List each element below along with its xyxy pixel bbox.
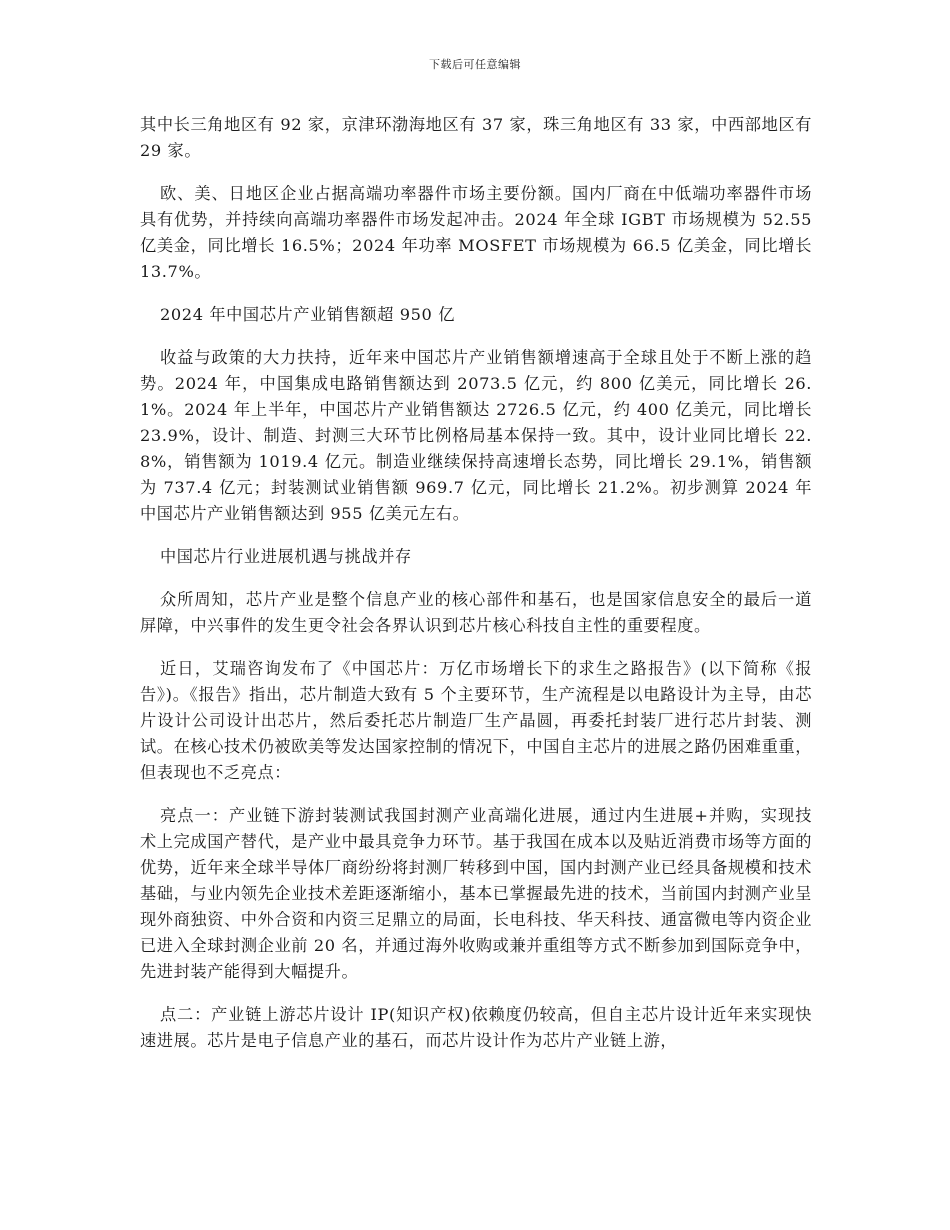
paragraph-regional-distribution: 其中长三角地区有 92 家，京津环渤海地区有 37 家，珠三角地区有 33 家，中西部地区有 29 家。 [140, 115, 812, 160]
paragraph-highlight-one: 亮点一：产业链下游封装测试我国封测产业高端化进展，通过内生进展+并购，实现技术上完成国产替代，是产业中最具竞争力环节。基于我国在成本以及贴近消费市场等方面的优势，近年来全球半导体厂商纷纷将封测厂转移到中国，国内封测产业已经具备规模和技术基础，与业内领先企业技术差距逐渐缩小，基本已掌握最先进的技术，当前国内封测产业呈现外商独资、中外合资和内资三足鼎立的局面，长电科技、华天科技、通富微电等内资企业已进入全球封测企业前 20 名，并通过海外收购或兼并重组等方式不断参加到国际竞争中，先进封装产能得到大幅提升。 [140, 806, 812, 981]
page-header: 下载后可任意编辑 [429, 58, 521, 71]
paragraph-power-devices: 欧、美、日地区企业占据高端功率器件市场主要份额。国内厂商在中低端功率器件市场具有优势，并持续向高端功率器件市场发起冲击。2024 年全球 IGBT 市场规模为 52.55 亿美金，同比增长 16.5%；2024 年功率 MOSFET 市场规模为 66.5 亿美金，同比增长 13.7%。 [140, 184, 812, 281]
paragraph-sales-growth: 收益与政策的大力扶持，近年来中国芯片产业销售额增速高于全球且处于不断上涨的趋势。2024 年，中国集成电路销售额达到 2073.5 亿元，约 800 亿美元，同比增长 26.1%。2024 年上半年，中国芯片产业销售额达 2726.5 亿元，约 400 亿美元，同比增长 23.9%，设计、制造、封测三大环节比例格局基本保持一致。其中，设计业同比增长 22.8%，销售额为 1019.4 亿元。制造业继续保持高速增长态势，同比增长 29.1%，销售额为 737.4 亿元；封装测试业销售额 969.7 亿元，同比增长 21.2%。初步测算 2024 年中国芯片产业销售额达到 955 亿美元左右。 [140, 348, 812, 523]
section-heading-sales: 2024 年中国芯片产业销售额超 950 亿 [160, 305, 455, 324]
section-heading-opportunities: 中国芯片行业进展机遇与挑战并存 [160, 547, 412, 566]
paragraph-highlight-two: 点二：产业链上游芯片设计 IP(知识产权)依赖度仍较高，但自主芯片设计近年来实现快速进展。芯片是电子信息产业的基石，而芯片设计作为芯片产业链上游， [140, 1005, 812, 1050]
paragraph-chip-importance: 众所周知，芯片产业是整个信息产业的核心部件和基石，也是国家信息安全的最后一道屏障，中兴事件的发生更令社会各界认识到芯片核心科技自主性的重要程度。 [140, 590, 812, 635]
document-body [140, 112, 812, 1071]
paragraph-iresearch-report: 近日，艾瑞咨询发布了《中国芯片：万亿市场增长下的求生之路报告》(以下简称《报告》)。《报告》指出，芯片制造大致有 5 个主要环节，生产流程是以电路设计为主导，由芯片设计公司设计出芯片，然后委托芯片制造厂生产晶圆，再委托封装厂进行芯片封装、测试。在核心技术仍被欧美等发达国家控制的情况下，中国自主芯片的进展之路仍困难重重，但表现也不乏亮点： [140, 659, 812, 782]
